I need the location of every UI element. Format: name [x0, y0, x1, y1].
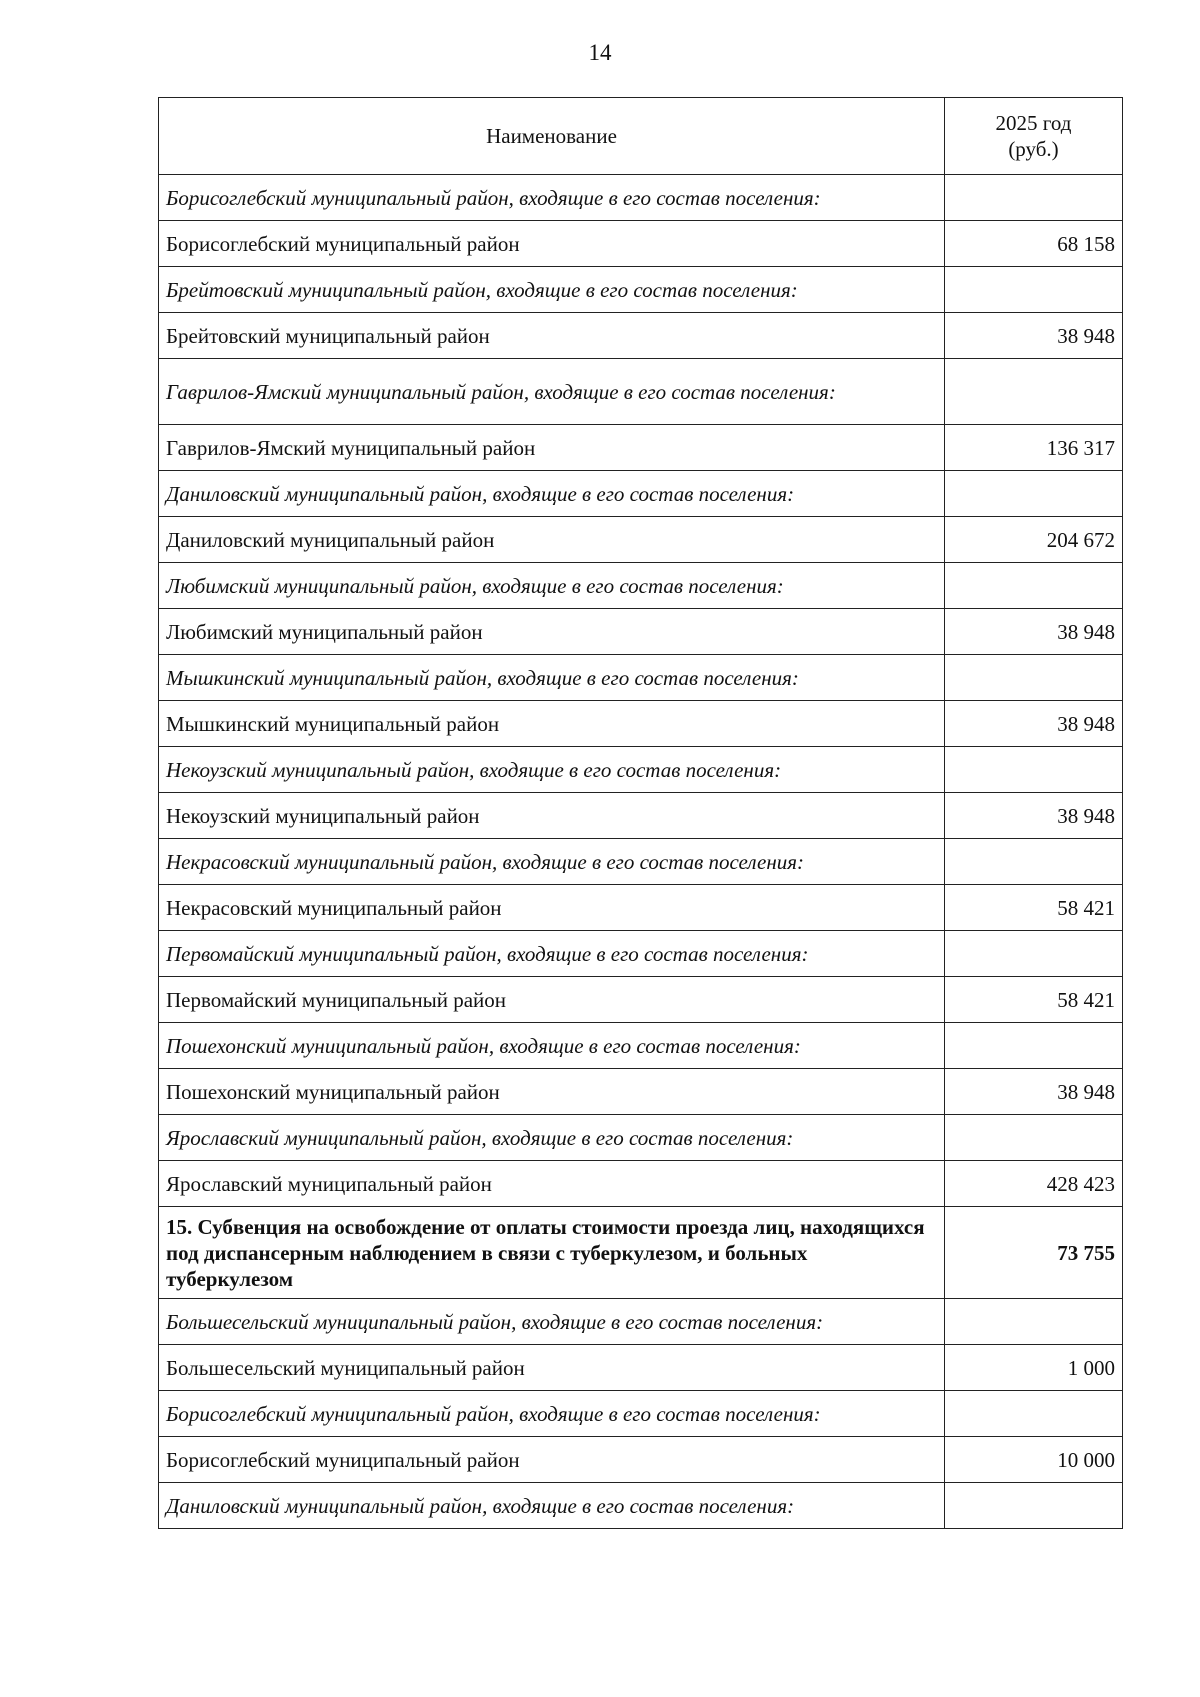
table-group-row [159, 655, 1123, 701]
table-group-row [159, 1391, 1123, 1437]
row-value [945, 359, 1123, 425]
row-name: Борисоглебский муниципальный район, входящие в его состав поселения: [159, 175, 945, 221]
row-name: Некрасовский муниципальный район, входящие в его состав поселения: [159, 839, 945, 885]
row-value: 38 948 [945, 793, 1123, 839]
row-name: Пошехонский муниципальный район [159, 1069, 945, 1115]
table-row [159, 977, 1123, 1023]
row-name: Ярославский муниципальный район, входящие в его состав поселения: [159, 1115, 945, 1161]
row-name: Любимский муниципальный район, входящие в его состав поселения: [159, 563, 945, 609]
header-value-unit: (руб.) [1008, 137, 1059, 161]
row-value: 58 421 [945, 885, 1123, 931]
row-name: Мышкинский муниципальный район [159, 701, 945, 747]
row-name: Некрасовский муниципальный район [159, 885, 945, 931]
row-name: Пошехонский муниципальный район, входящие в его состав поселения: [159, 1023, 945, 1069]
table-group-row [159, 1299, 1123, 1345]
table-group-row [159, 1115, 1123, 1161]
row-name: Большесельский муниципальный район [159, 1345, 945, 1391]
row-value: 38 948 [945, 1069, 1123, 1115]
row-value [945, 931, 1123, 977]
table-row [159, 1069, 1123, 1115]
row-name: Гаврилов-Ямский муниципальный район, входящие в его состав поселения: [159, 359, 945, 425]
table-header-row [159, 98, 1123, 175]
subsidy-table [158, 97, 1123, 1529]
table-row [159, 1207, 1123, 1299]
table-row [159, 701, 1123, 747]
table-group-row [159, 359, 1123, 425]
row-value: 38 948 [945, 313, 1123, 359]
page-number: 14 [588, 40, 612, 65]
header-name: Наименование [159, 98, 945, 175]
row-name: Мышкинский муниципальный район, входящие в его состав поселения: [159, 655, 945, 701]
row-name: Даниловский муниципальный район, входящие в его состав поселения: [159, 471, 945, 517]
table-row [159, 313, 1123, 359]
table-row [159, 1437, 1123, 1483]
row-name: Некоузский муниципальный район [159, 793, 945, 839]
table-row [159, 221, 1123, 267]
row-name: 15. Субвенция на освобождение от оплаты стоимости проезда лиц, находящихся под диспансерным наблюдением в связи с туберкулезом, и больных туберкулезом [159, 1207, 945, 1299]
row-value [945, 471, 1123, 517]
table-row [159, 793, 1123, 839]
row-name: Первомайский муниципальный район, входящие в его состав поселения: [159, 931, 945, 977]
row-value [945, 1391, 1123, 1437]
table-group-row [159, 1483, 1123, 1529]
row-name: Первомайский муниципальный район [159, 977, 945, 1023]
row-value [945, 1023, 1123, 1069]
header-value [945, 98, 1123, 175]
table-row [159, 1161, 1123, 1207]
row-value [945, 267, 1123, 313]
row-value: 58 421 [945, 977, 1123, 1023]
row-value: 38 948 [945, 701, 1123, 747]
row-name: Любимский муниципальный район [159, 609, 945, 655]
row-name: Брейтовский муниципальный район [159, 313, 945, 359]
row-value: 68 158 [945, 221, 1123, 267]
table-group-row [159, 931, 1123, 977]
table-row [159, 609, 1123, 655]
row-value [945, 1115, 1123, 1161]
row-value [945, 655, 1123, 701]
row-value: 428 423 [945, 1161, 1123, 1207]
row-value [945, 175, 1123, 221]
row-name: Гаврилов-Ямский муниципальный район [159, 425, 945, 471]
row-name: Брейтовский муниципальный район, входящие в его состав поселения: [159, 267, 945, 313]
row-value: 1 000 [945, 1345, 1123, 1391]
table-row [159, 425, 1123, 471]
row-name: Даниловский муниципальный район, входящие в его состав поселения: [159, 1483, 945, 1529]
row-value [945, 1483, 1123, 1529]
row-value: 73 755 [945, 1207, 1123, 1299]
table-group-row [159, 267, 1123, 313]
table-group-row [159, 563, 1123, 609]
table-group-row [159, 1023, 1123, 1069]
table-row [159, 885, 1123, 931]
row-value: 10 000 [945, 1437, 1123, 1483]
row-value [945, 747, 1123, 793]
table-row [159, 1345, 1123, 1391]
table-group-row [159, 471, 1123, 517]
row-name: Борисоглебский муниципальный район, входящие в его состав поселения: [159, 1391, 945, 1437]
table-group-row [159, 175, 1123, 221]
table-group-row [159, 747, 1123, 793]
row-name: Большесельский муниципальный район, входящие в его состав поселения: [159, 1299, 945, 1345]
row-value [945, 839, 1123, 885]
row-value [945, 1299, 1123, 1345]
row-value: 136 317 [945, 425, 1123, 471]
header-value-year: 2025 год [995, 111, 1072, 135]
row-value: 38 948 [945, 609, 1123, 655]
row-value: 204 672 [945, 517, 1123, 563]
row-name: Борисоглебский муниципальный район [159, 221, 945, 267]
row-value [945, 563, 1123, 609]
row-name: Борисоглебский муниципальный район [159, 1437, 945, 1483]
table-group-row [159, 839, 1123, 885]
table-row [159, 517, 1123, 563]
row-name: Ярославский муниципальный район [159, 1161, 945, 1207]
row-name: Некоузский муниципальный район, входящие в его состав поселения: [159, 747, 945, 793]
row-name: Даниловский муниципальный район [159, 517, 945, 563]
